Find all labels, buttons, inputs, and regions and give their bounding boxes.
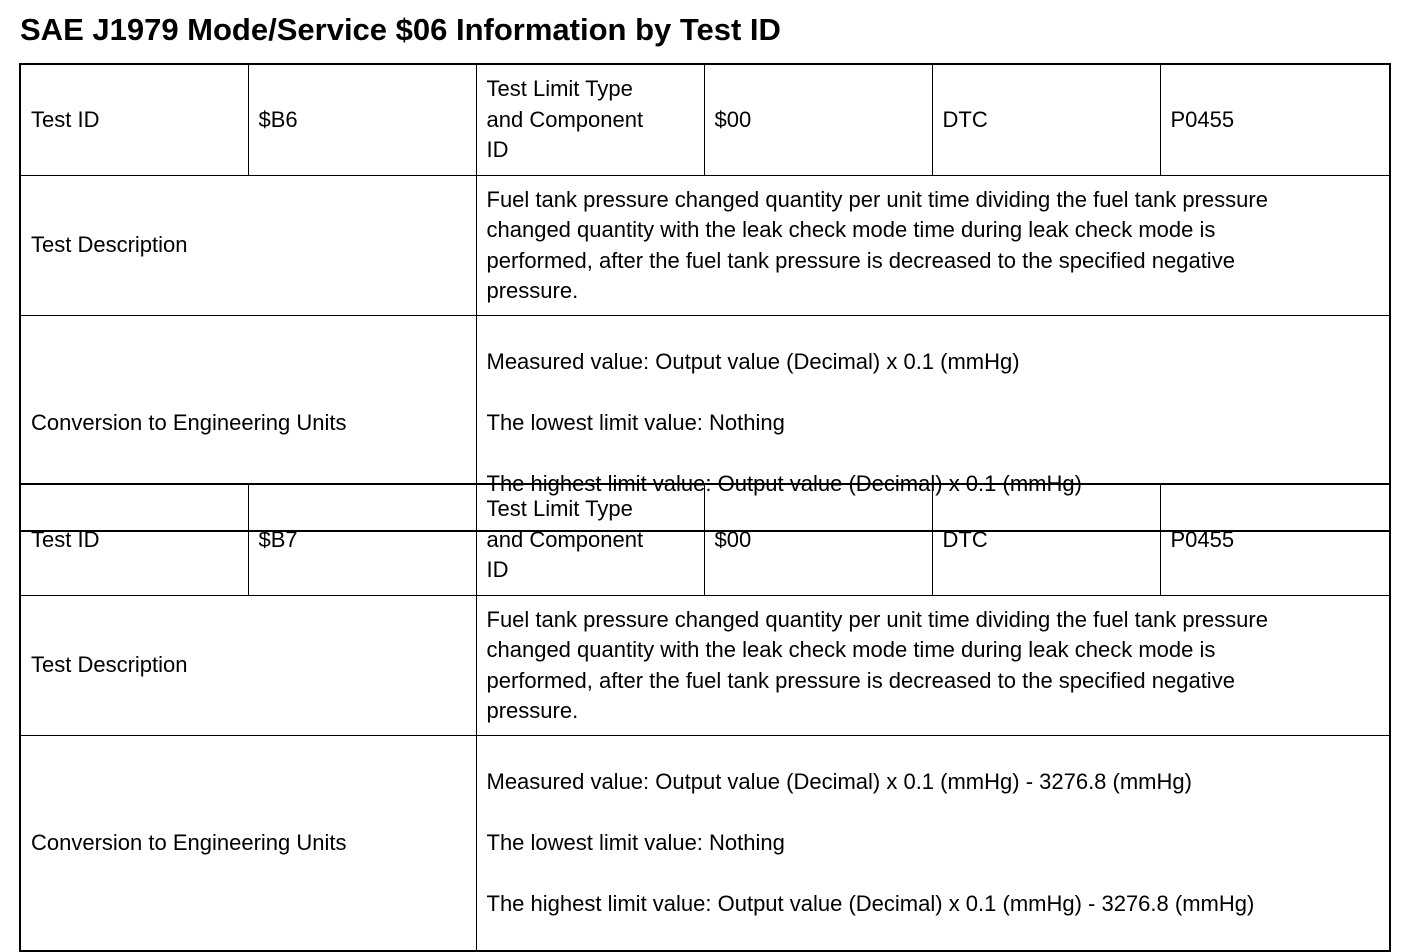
test-description-row <box>20 596 1390 736</box>
test-description-value: Fuel tank pressure changed quantity per unit time dividing the fuel tank pressure changed quantity with the leak check mode time during leak check mode is performed, after the fuel tank pressure is decreased to the specified negative pressure. <box>476 176 1390 316</box>
highest-limit-line: The highest limit value: Output value (Decimal) x 0.1 (mmHg) - 3276.8 (mmHg) <box>486 890 1255 916</box>
dtc-value: P0455 <box>1160 64 1390 176</box>
test-id-row <box>20 64 1390 176</box>
conversion-row <box>20 736 1390 951</box>
test-id-label: Test ID <box>20 64 248 176</box>
test-id-label: Test ID <box>20 484 248 596</box>
limit-type-value: $00 <box>704 64 932 176</box>
lowest-limit-line: The lowest limit value: Nothing <box>486 409 785 435</box>
test-id-table <box>19 63 1391 532</box>
measured-value-line: Measured value: Output value (Decimal) x 0.1 (mmHg) - 3276.8 (mmHg) <box>486 768 1192 794</box>
test-id-table <box>19 483 1391 952</box>
conversion-value <box>476 736 1390 951</box>
dtc-label: DTC <box>932 484 1160 596</box>
test-id-value: $B6 <box>248 64 476 176</box>
test-description-value: Fuel tank pressure changed quantity per unit time dividing the fuel tank pressure changed quantity with the leak check mode time during leak check mode is performed, after the fuel tank pressure is decreased to the specified negative pressure. <box>476 596 1390 736</box>
test-description-label: Test Description <box>20 176 476 316</box>
limit-type-label: Test Limit Type and Component ID <box>476 484 704 596</box>
test-description-row <box>20 176 1390 316</box>
dtc-value: P0455 <box>1160 484 1390 596</box>
page-title: SAE J1979 Mode/Service $06 Information by Test ID <box>20 12 781 47</box>
measured-value-line: Measured value: Output value (Decimal) x 0.1 (mmHg) <box>486 348 1020 374</box>
conversion-label: Conversion to Engineering Units <box>20 316 476 531</box>
test-description-label: Test Description <box>20 596 476 736</box>
test-id-value: $B7 <box>248 484 476 596</box>
highest-limit-line: The highest limit value: Output value (Decimal) x 0.1 (mmHg) <box>486 470 1082 496</box>
limit-type-label: Test Limit Type and Component ID <box>476 64 704 176</box>
test-id-row <box>20 484 1390 596</box>
dtc-label: DTC <box>932 64 1160 176</box>
limit-type-value: $00 <box>704 484 932 596</box>
conversion-label: Conversion to Engineering Units <box>20 736 476 951</box>
lowest-limit-line: The lowest limit value: Nothing <box>486 829 785 855</box>
